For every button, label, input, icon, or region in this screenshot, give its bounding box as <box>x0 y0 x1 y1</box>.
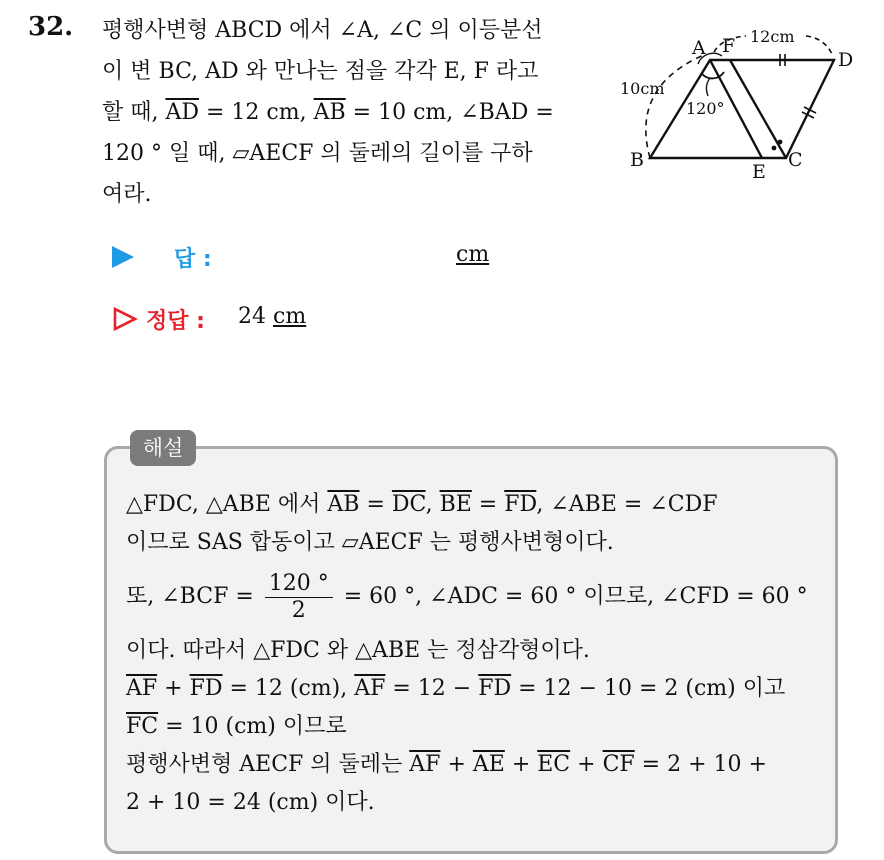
label-b: B <box>630 149 644 171</box>
q3-mid: = 12 cm, <box>199 100 314 125</box>
play-arrow-icon <box>112 246 134 268</box>
problem-number: 32. <box>28 12 74 42</box>
question-line-4: 120 ° 일 때, ▱AECF 의 둘레의 길이를 구하 <box>102 141 533 166</box>
solution-line-4: 이다. 따라서 △FDC 와 △ABE 는 정삼각형이다. <box>126 638 590 663</box>
correct-answer-row <box>112 304 512 338</box>
bisector-cf <box>730 60 786 158</box>
question-line-3 <box>102 92 602 133</box>
solution-text <box>126 486 826 822</box>
question-line-5: 여라. <box>102 182 152 207</box>
solution-line-6: $\overline{FC} = 10$ (cm) 이므로 <box>126 714 347 739</box>
solution-tag: 해설 <box>130 430 196 466</box>
question-text <box>102 10 602 215</box>
solution-line-1: △FDC, △ABE 에서 $\overline{AB} = \overline{DC}$, $\overline{BE} = \overline{FD}$, ∠ABE = ∠CDF <box>126 492 718 517</box>
correct-unit: cm <box>273 304 307 329</box>
correct-value <box>238 304 306 329</box>
q3-pre: 할 때, <box>102 100 166 125</box>
solution-line-8: 2 + 10 = 24 (cm) 이다. <box>126 790 375 815</box>
fraction: $\frac{120 ^\circ}{2}$ <box>265 571 333 624</box>
answer-unit[interactable]: cm <box>456 242 490 267</box>
label-e: E <box>752 161 766 183</box>
label-f: F <box>722 35 736 57</box>
label-d: D <box>838 49 854 71</box>
parallelogram-figure <box>616 16 866 186</box>
parallelogram-svg <box>616 16 866 186</box>
angle-dot-2 <box>778 140 783 145</box>
angle-dot-1 <box>772 146 777 151</box>
label-c: C <box>788 149 803 171</box>
angle-arc-a <box>702 72 724 78</box>
answer-label: 답 : <box>174 247 212 272</box>
solution-line-3: 또, ∠BCF = $\frac{120 ^\circ}{2}$ = 60 °, ∠ADC = 60 ° 이므로, ∠CFD = 60 ° <box>126 570 808 623</box>
solution-line-7: 평행사변형 AECF 의 둘레는 $\overline{AF} + \overline{AE} + \overline{EC} + \overline{CF} = 2 + 10$ + <box>126 752 767 777</box>
length-top: 12cm <box>750 27 795 46</box>
angle-pointer <box>706 78 710 96</box>
question-line-1: 평행사변형 ABCD 에서 ∠A, ∠C 의 이등분선 <box>102 18 543 43</box>
segment-ad: $\overline{AD}$ <box>165 100 200 125</box>
correct-label: 정답 : <box>146 309 205 334</box>
solution-line-5: $\overline{AF} + \overline{FD} = 12$ (cm), $\overline{AF} = 12 - \overline{FD} = 12 - 10 = 2$ (cm) 이고 <box>126 676 786 701</box>
label-a: A <box>692 37 706 59</box>
q3-post: = 10 cm, ∠BAD = <box>345 100 554 125</box>
answer-row <box>112 242 532 274</box>
outline-arrow-icon <box>112 306 138 332</box>
correct-number: 24 <box>238 304 266 329</box>
dashed-arc-top-right <box>806 36 832 54</box>
solution-line-2: 이므로 SAS 합동이고 ▱AECF 는 평행사변형이다. <box>126 530 614 555</box>
segment-ab: $\overline{AB}$ <box>313 100 346 125</box>
question-line-2: 이 변 BC, AD 와 만나는 점을 각각 E, F 라고 <box>102 59 539 84</box>
length-left: 10cm <box>620 79 665 98</box>
angle-label: 120° <box>686 99 725 118</box>
